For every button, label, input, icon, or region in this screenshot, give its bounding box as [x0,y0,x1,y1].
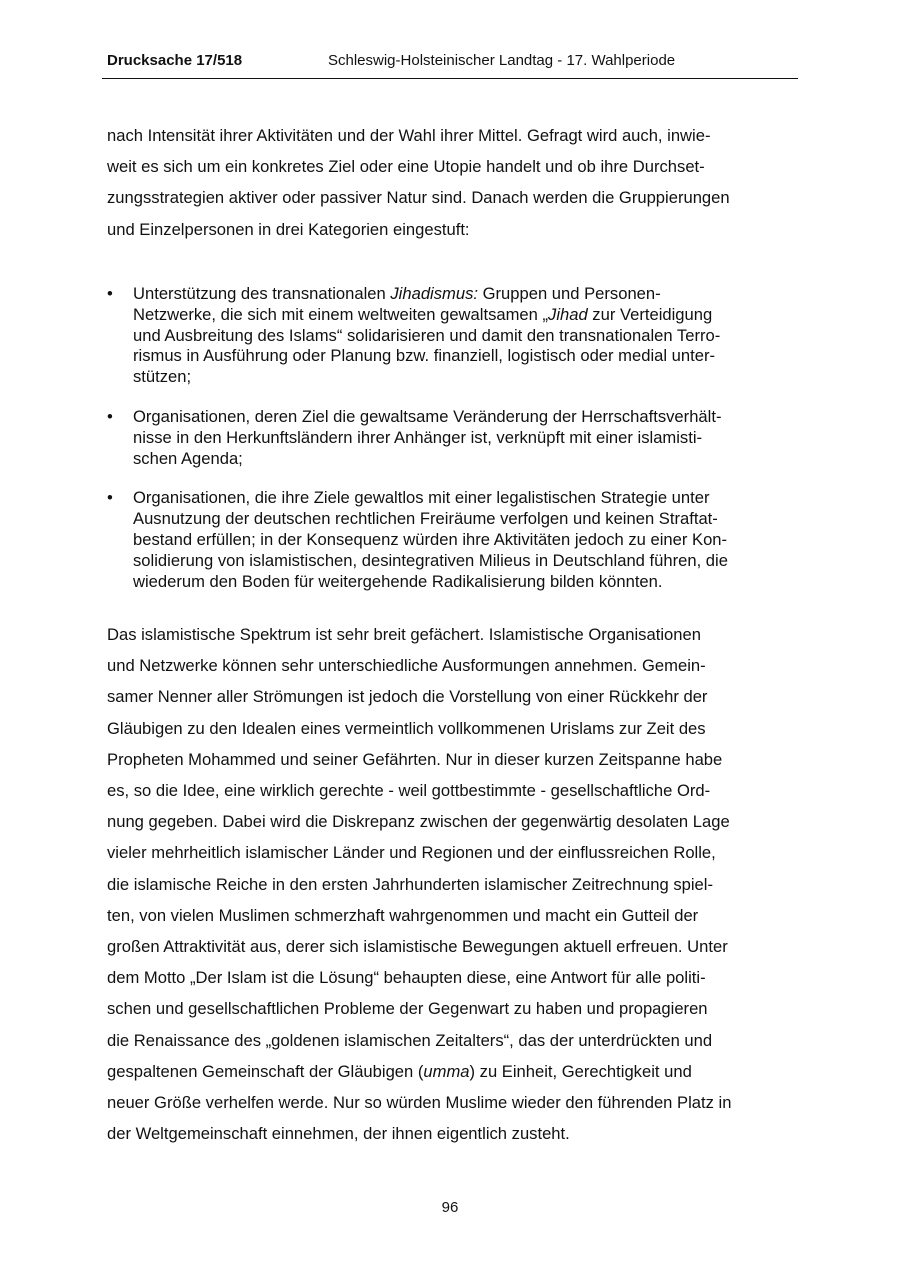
text-line: und Einzelpersonen in drei Kategorien eingestuft: [107,219,470,239]
paragraph-intro [107,120,797,245]
text-line: und Netzwerke können sehr unterschiedliche Ausformungen annehmen. Gemein- [107,656,706,676]
text-line: der Weltgemeinschaft einnehmen, der ihnen eigentlich zusteht. [107,1124,570,1144]
bullet-icon: • [107,284,113,303]
header-title: Schleswig-Holsteinischer Landtag - 17. Wahlperiode [328,52,676,69]
paragraph-spectrum [107,619,797,1149]
text-line: bestand erfüllen; in der Konsequenz würden ihre Aktivitäten jedoch zu einer Kon- [133,529,728,549]
text-line: vieler mehrheitlich islamischer Länder und Regionen und der einflussreichen Rolle, [107,843,716,863]
text-line: zungsstrategien aktiver oder passiver Natur sind. Danach werden die Gruppierungen [107,188,730,208]
text-line: großen Attraktivität aus, derer sich islamistische Bewegungen aktuell erfreuen. Unter [107,937,728,957]
text-line: wiederum den Boden für weitergehende Radikalisierung bilden könnten. [133,571,663,591]
list-item-jihadism [107,284,797,388]
text-line: Organisationen, deren Ziel die gewaltsame Veränderung der Herrschaftsverhält- [133,406,722,426]
text-line: Organisationen, die ihre Ziele gewaltlos mit einer legalistischen Strategie unter [133,488,710,508]
text-line: ten, von vielen Muslimen schmerzhaft wahrgenommen und macht ein Gutteil der [107,905,699,925]
text-line: gespaltenen Gemeinschaft der Gläubigen (umma) zu Einheit, Gerechtigkeit und [107,1061,692,1081]
list-item-legalist-organisations [107,488,797,592]
text-line: und Ausbreitung des Islams“ solidarisieren und damit den transnationalen Terro- [133,325,721,345]
text-line: es, so die Idee, eine wirklich gerechte - weil gottbestimmte - gesellschaftliche Ord- [107,781,711,801]
text-line: Gläubigen zu den Idealen eines vermeintlich vollkommenen Urislams zur Zeit des [107,718,706,738]
text-line: dem Motto „Der Islam ist die Lösung“ behaupten diese, eine Antwort für alle politi- [107,968,706,988]
text-line: Unterstützung des transnationalen Jihadismus: Gruppen und Personen- [133,284,661,303]
list-item-violent-organisations [107,407,797,469]
text-line: schen Agenda; [133,448,243,468]
page-number: 96 [441,1199,459,1216]
text-line: solidierung von islamistischen, desintegrativen Milieus in Deutschland führen, die [133,550,728,570]
emphasis: umma [423,1061,470,1081]
text-line: nisse in den Herkunftsländern ihrer Anhänger ist, verknüpft mit einer islamisti- [133,427,703,447]
text-line: schen und gesellschaftlichen Probleme der Gegenwart zu haben und propagieren [107,999,708,1019]
text-line: die Renaissance des „goldenen islamischen Zeitalters“, das der unterdrückten und [107,1030,713,1050]
text-line: Propheten Mohammed und seiner Gefährten. Nur in dieser kurzen Zeitspanne habe [107,749,723,769]
text-line: samer Nenner aller Strömungen ist jedoch die Vorstellung von einer Rückkehr der [107,687,708,707]
text-line: Das islamistische Spektrum ist sehr breit gefächert. Islamistische Organisationen [107,625,701,644]
document-number: Drucksache 17/518 [107,52,243,69]
text-line: rismus in Ausführung oder Planung bzw. finanziell, logistisch oder medial unter- [133,346,716,366]
text-line: nach Intensität ihrer Aktivitäten und der Wahl ihrer Mittel. Gefragt wird auch, inwie- [107,126,711,145]
emphasis: Jihadismus: [390,284,478,303]
text-line: neuer Größe verhelfen werde. Nur so würden Muslime wieder den führenden Platz in [107,1093,732,1113]
bullet-icon: • [107,406,113,426]
text-line: Netzwerke, die sich mit einem weltweiten gewaltsamen „Jihad zur Verteidigung [133,304,713,324]
emphasis: Jihad [548,304,588,324]
text-line: Ausnutzung der deutschen rechtlichen Freiräume verfolgen und keinen Straftat- [133,509,718,529]
category-list [107,284,797,592]
bullet-icon: • [107,488,113,508]
text-line: stützen; [133,367,192,387]
page-header [102,52,798,79]
text-line: nung gegeben. Dabei wird die Diskrepanz zwischen der gegenwärtig desolaten Lage [107,812,730,832]
text-line: weit es sich um ein konkretes Ziel oder eine Utopie handelt und ob ihre Durchset- [107,157,705,177]
text-line: die islamische Reiche in den ersten Jahrhunderten islamischer Zeitrechnung spiel- [107,874,713,894]
